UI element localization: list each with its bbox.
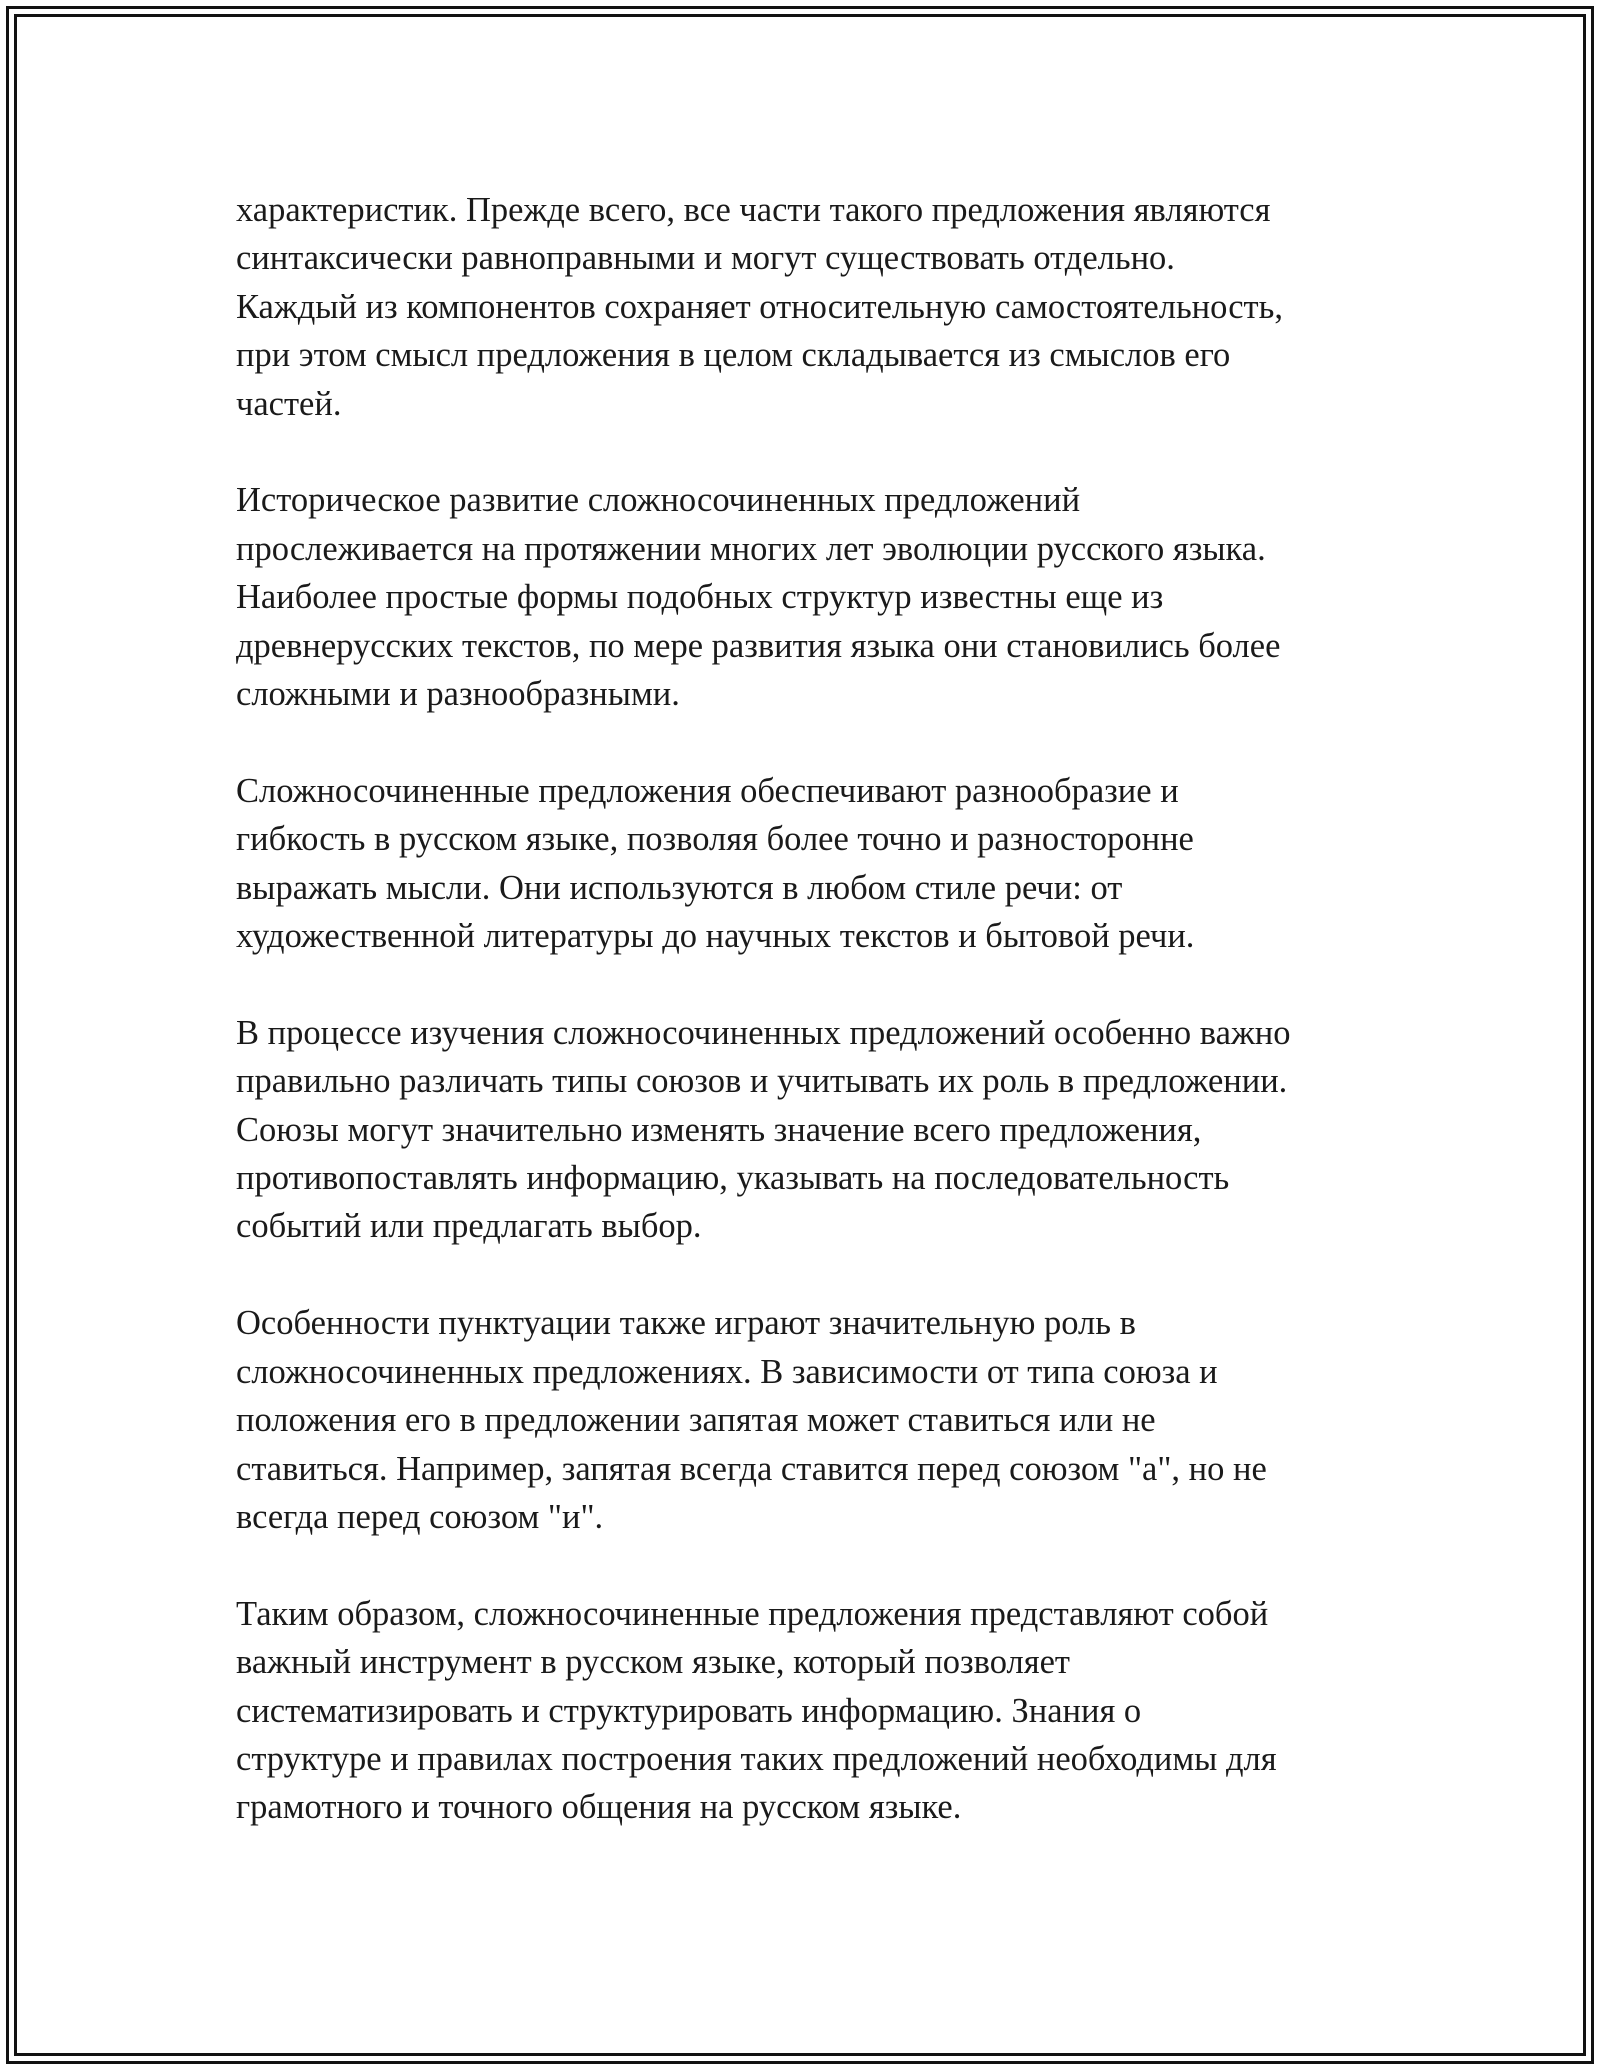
text-line: Наиболее простые формы подобных структур известны еще из	[236, 578, 1164, 617]
text-line: В процессе изучения сложносочиненных предложений особенно важно	[236, 1013, 1291, 1052]
text-line: сложными и разнообразными.	[236, 675, 680, 714]
text-line: систематизировать и структурировать информацию. Знания о	[236, 1691, 1142, 1730]
text-line: противопоставлять информацию, указывать на последовательность	[236, 1159, 1230, 1198]
text-line: грамотного и точного общения на русском языке.	[236, 1788, 962, 1827]
text-line: Сложносочиненные предложения обеспечивают разнообразие и	[236, 771, 1179, 810]
text-line: частей.	[236, 384, 342, 423]
text-line: Каждый из компонентов сохраняет относительную самостоятельность,	[236, 287, 1283, 326]
text-line: Историческое развитие сложносочиненных предложений	[236, 481, 1081, 520]
text-line: Таким образом, сложносочиненные предложения представляют собой	[236, 1594, 1269, 1633]
paragraph-3	[236, 767, 1376, 961]
text-line: прослеживается на протяжении многих лет эволюции русского языка.	[236, 529, 1266, 568]
text-line: ставиться. Например, запятая всегда ставится перед союзом "а", но не	[236, 1449, 1267, 1488]
text-line: выражать мысли. Они используются в любом стиле речи: от	[236, 868, 1123, 907]
text-line: сложносочиненных предложениях. В зависимости от типа союза и	[236, 1352, 1218, 1391]
text-line: положения его в предложении запятая может ставиться или не	[236, 1401, 1156, 1440]
text-line: характеристик. Прежде всего, все части такого предложения являются	[236, 191, 1271, 229]
paragraph-1	[236, 186, 1376, 428]
paragraph-5	[236, 1299, 1376, 1541]
text-line: художественной литературы до научных текстов и бытовой речи.	[236, 917, 1195, 956]
text-line: всегда перед союзом "и".	[236, 1497, 604, 1536]
paragraph-4	[236, 1009, 1376, 1251]
paragraph-2	[236, 476, 1376, 718]
text-line: событий или предлагать выбор.	[236, 1207, 702, 1246]
text-line: древнерусских текстов, по мере развития языка они становились более	[236, 626, 1281, 665]
document-body	[236, 186, 1376, 1880]
text-line: гибкость в русском языке, позволяя более точно и разносторонне	[236, 820, 1194, 859]
text-line: важный инструмент в русском языке, который позволяет	[236, 1643, 1070, 1682]
text-line: при этом смысл предложения в целом складывается из смыслов его	[236, 336, 1231, 375]
text-line: синтаксически равноправными и могут существовать отдельно.	[236, 239, 1175, 278]
text-line: Особенности пунктуации также играют значительную роль в	[236, 1304, 1136, 1343]
paragraph-6	[236, 1590, 1376, 1832]
text-line: Союзы могут значительно изменять значение всего предложения,	[236, 1110, 1202, 1149]
text-line: структуре и правилах построения таких предложений необходимы для	[236, 1739, 1277, 1778]
text-line: правильно различать типы союзов и учитывать их роль в предложении.	[236, 1062, 1288, 1101]
